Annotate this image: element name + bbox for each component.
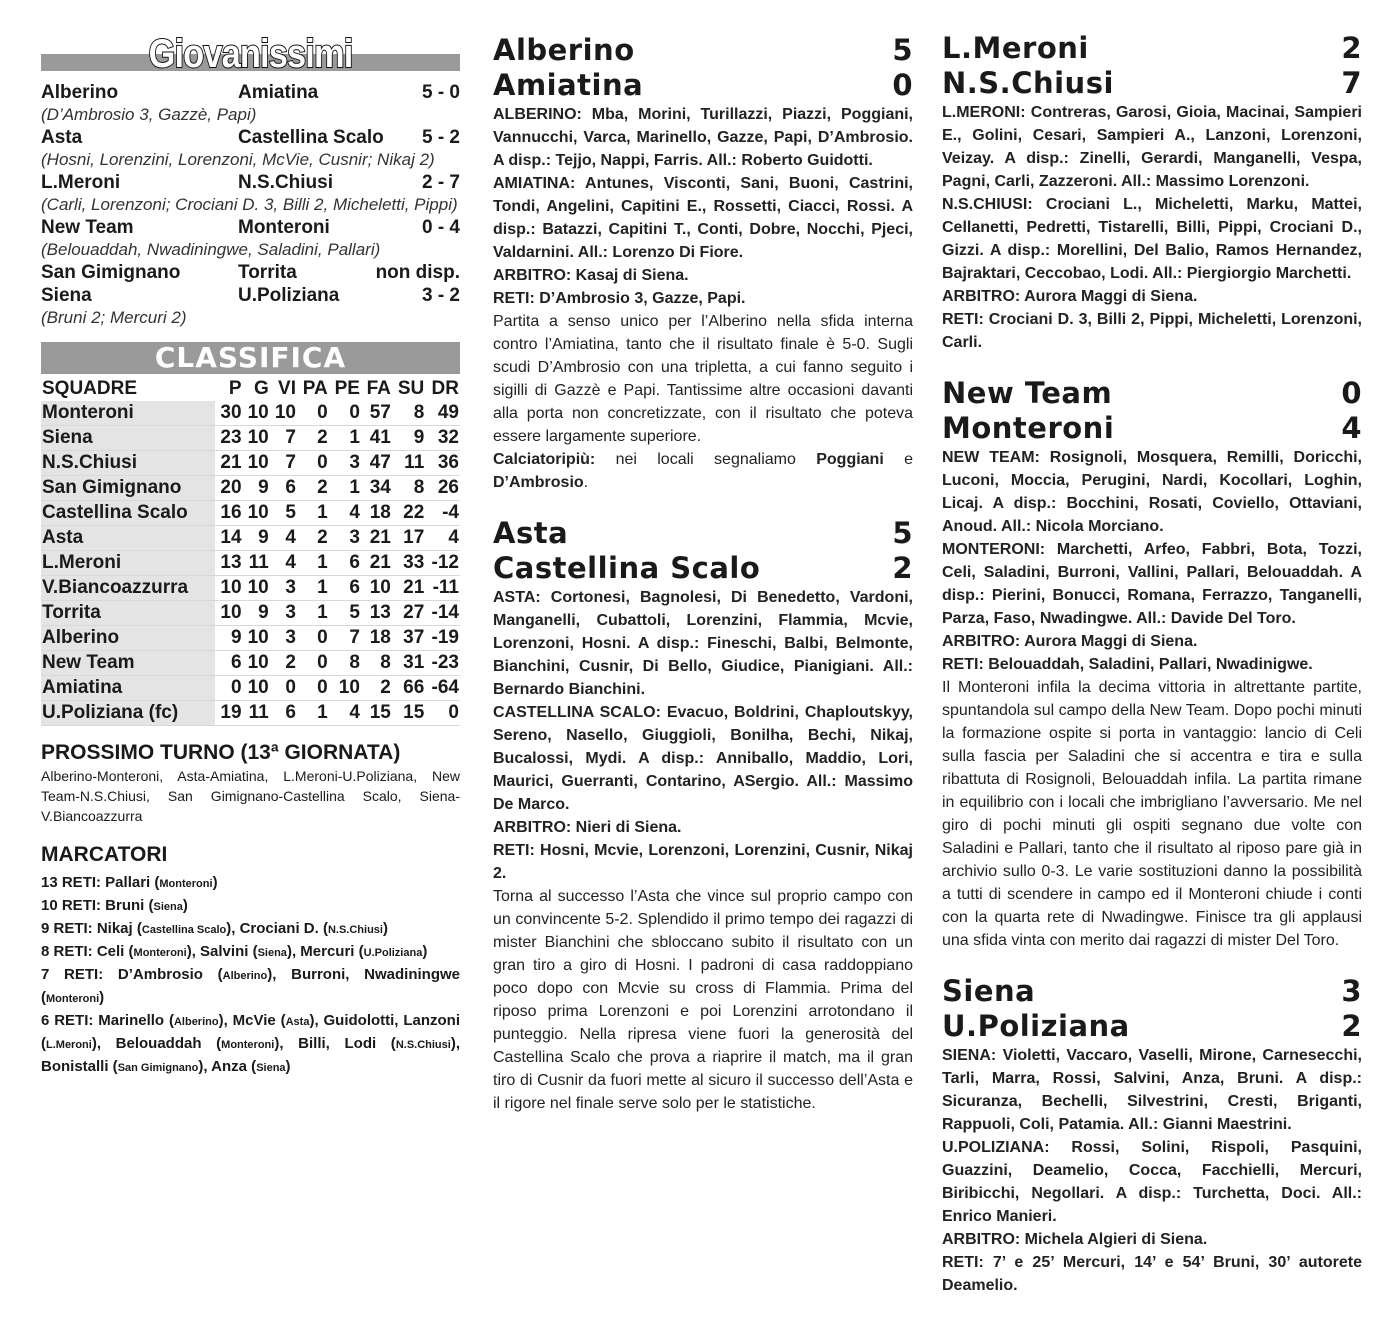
result-row xyxy=(41,172,460,194)
stat-cell: 57 xyxy=(361,401,392,426)
scorer-club: Monteroni xyxy=(133,947,187,959)
lineup-text: MONTERONI: Marchetti, Arfeo, Fabbri, Bota, Tozzi, Celi, Saladini, Burroni, Vallini, Pallari, Belouaddah. A disp.: Pierini, Bonucci, Romana, Ferrazzo, Tanganelli, Parza, Faso, Nwadingwe. All.: Davide Del Toro. xyxy=(942,541,1362,627)
home-team: New Team xyxy=(41,217,134,238)
result-scorers: (D’Ambrosio 3, Gazzè, Papi) xyxy=(41,105,257,124)
stat-cell: 9 xyxy=(243,601,270,626)
stat-cell: 7 xyxy=(270,451,297,476)
away-score: 2 xyxy=(1341,1009,1362,1043)
banner-title: Giovanissimi xyxy=(148,32,353,76)
lineup-text: ARBITRO: Aurora Maggi di Siena. xyxy=(942,288,1198,305)
extra-name: D’Ambrosio xyxy=(493,474,584,491)
stat-cell: 18 xyxy=(361,626,392,651)
stat-cell: 8 xyxy=(329,651,361,676)
scorer-name: Salvini xyxy=(200,943,249,960)
home-score: 3 xyxy=(1341,974,1362,1008)
stat-cell: 10 xyxy=(243,401,270,426)
stat-cell: 20 xyxy=(215,476,242,501)
report-extra: Calciatoripiù: nei locali segnaliamo Poggiani e D’Ambrosio. xyxy=(493,451,914,491)
table-header-cell: DR xyxy=(431,378,459,399)
stat-cell: 6 xyxy=(329,576,361,601)
table-row xyxy=(41,526,460,551)
scorer-head: 7 RETI: D’Ambrosio xyxy=(41,966,203,983)
stat-cell: 32 xyxy=(425,426,460,451)
team-name: N.S.Chiusi xyxy=(41,451,215,476)
scorer-club: L.Meroni xyxy=(46,1039,92,1051)
team-name: U.Poliziana (fc) xyxy=(41,701,215,726)
stat-cell: 22 xyxy=(392,501,425,526)
scorer-club: Alberino xyxy=(173,1016,219,1028)
stat-cell: 5 xyxy=(270,501,297,526)
scorer-club: Monteroni xyxy=(159,878,213,890)
stat-cell: 7 xyxy=(329,626,361,651)
home-team: Asta xyxy=(41,127,83,148)
stat-cell: 8 xyxy=(392,476,425,501)
match-block xyxy=(493,33,913,494)
stat-cell: 1 xyxy=(297,551,329,576)
stat-cell: 26 xyxy=(425,476,460,501)
stat-cell: -23 xyxy=(425,651,460,676)
scorer-line: 9 RETI: Nikaj (Castellina Scalo), Crociani D. (N.S.Chiusi) xyxy=(41,920,388,937)
match-away-line xyxy=(942,1009,1362,1044)
result-row xyxy=(41,217,460,239)
table-row xyxy=(41,576,460,601)
stat-cell: 0 xyxy=(270,676,297,701)
scorer-club: San Gimignano xyxy=(117,1062,199,1074)
stat-cell: 0 xyxy=(297,651,329,676)
stat-cell: 30 xyxy=(215,401,242,426)
score: 3 - 2 xyxy=(421,285,460,306)
stat-cell: 10 xyxy=(243,626,270,651)
lineup-text: RETI: Hosni, Mcvie, Lorenzoni, Lorenzini, Cusnir, Nikaj 2. xyxy=(493,842,913,882)
away-team: Torrita xyxy=(238,262,297,283)
stat-cell: 41 xyxy=(361,426,392,451)
away-team: Monteroni xyxy=(238,217,330,238)
classifica-title: CLASSIFICA xyxy=(154,341,347,374)
result-row xyxy=(41,82,460,104)
scorer-line: 10 RETI: Bruni (Siena) xyxy=(41,897,188,914)
result-scorers: (Hosni, Lorenzini, Lorenzoni, McVie, Cusnir; Nikaj 2) xyxy=(41,150,435,169)
scorer-name: McVie xyxy=(232,1012,276,1029)
away-team-name: U.Poliziana xyxy=(942,1009,1130,1043)
stat-cell: 8 xyxy=(392,401,425,426)
home-score: 0 xyxy=(1341,376,1362,410)
scorer-club: Castellina Scalo xyxy=(141,924,227,936)
table-header-cell: P xyxy=(228,378,242,399)
stat-cell: 10 xyxy=(243,451,270,476)
stat-cell: 6 xyxy=(270,701,297,726)
score: non disp. xyxy=(375,262,460,283)
stat-cell: 10 xyxy=(215,576,242,601)
marcatori-title: MARCATORI xyxy=(41,843,168,866)
stat-cell: 2 xyxy=(297,426,329,451)
stat-cell: 2 xyxy=(297,476,329,501)
stat-cell: 1 xyxy=(329,426,361,451)
lineup-text: U.POLIZIANA: Rossi, Solini, Rispoli, Pasquini, Guazzini, Deamelio, Cocca, Facchielli, Mercuri, Biribicchi, Negollari. A disp.: Turchetta, Doci. All.: Enrico Manieri. xyxy=(942,1139,1362,1225)
result-scorers: (Bruni 2; Mercuri 2) xyxy=(41,308,187,327)
lineup-text: RETI: Belouaddah, Saladini, Pallari, Nwadinigwe. xyxy=(942,656,1313,673)
stat-cell: 16 xyxy=(215,501,242,526)
lineup-text: ARBITRO: Kasaj di Siena. xyxy=(493,267,689,284)
match-home-line xyxy=(493,33,913,68)
home-team: Alberino xyxy=(41,82,119,103)
result-row xyxy=(41,262,460,284)
table-row xyxy=(41,676,460,701)
stat-cell: 10 xyxy=(270,401,297,426)
lineup-text: CASTELLINA SCALO: Evacuo, Boldrini, Chaploutskyy, Sereno, Nasello, Giuggioli, Bonilha, Bechi, Nikaj, Bucalossi, Mydi. A disp.: Anniballo, Maddio, Lori, Maurici, Guerranti, Contarino, ASergio. All.: Massimo De Marco. xyxy=(493,704,913,813)
match-home-line xyxy=(493,516,913,551)
home-team: San Gimignano xyxy=(41,262,181,283)
table-row xyxy=(41,651,460,676)
match-report: Torna al successo l’Asta che vince sul proprio campo con un convincente 5-2. Splendido il primo tempo dei ragazzi di mister Bianchini che sbloccano subito il risultato con un gran tiro a giro di Hosni. I padroni di casa raddoppiano poco dopo con Mcvie su cross di Flammia. Prima del riposo prima Lorenzoni e poi Lorenzini arrotondano il punteggio. Nella ripresa viene fuori la generosità del Castellina Scalo che prova a riaprire il match, ma il gran tiro di Cusnir da fuori mette al sicuro il successo dell’Asta e il rigore nel finale serve solo per le statistiche. xyxy=(493,888,913,1112)
home-team: Siena xyxy=(41,285,92,306)
table-row xyxy=(41,401,460,426)
team-name: Asta xyxy=(41,526,215,551)
stat-cell: 6 xyxy=(329,551,361,576)
next-round-title: PROSSIMO TURNO (13ª GIORNATA) xyxy=(41,741,401,764)
home-team-name: New Team xyxy=(942,376,1113,410)
scorer-name: Anza xyxy=(211,1058,248,1075)
stat-cell: 3 xyxy=(270,576,297,601)
match-away-line xyxy=(942,411,1362,446)
lineup-text: ARBITRO: Aurora Maggi di Siena. xyxy=(942,633,1198,650)
stat-cell: 4 xyxy=(270,526,297,551)
stat-cell: 21 xyxy=(392,576,425,601)
stat-cell: 21 xyxy=(215,451,242,476)
stat-cell: 1 xyxy=(297,576,329,601)
stat-cell: 18 xyxy=(361,501,392,526)
stat-cell: 36 xyxy=(425,451,460,476)
table-header-cell: SQUADRE xyxy=(42,378,138,399)
stat-cell: 66 xyxy=(392,676,425,701)
lineup-text: ARBITRO: Nieri di Siena. xyxy=(493,819,682,836)
team-name: Torrita xyxy=(41,601,215,626)
score: 5 - 2 xyxy=(421,127,460,148)
stat-cell: -12 xyxy=(425,551,460,576)
lineup-text: RETI: Crociani D. 3, Billi 2, Pippi, Micheletti, Lorenzoni, Carli. xyxy=(942,311,1362,351)
stat-cell: 6 xyxy=(270,476,297,501)
stat-cell: 10 xyxy=(215,601,242,626)
stat-cell: 47 xyxy=(361,451,392,476)
table-row xyxy=(41,551,460,576)
stat-cell: 3 xyxy=(329,451,361,476)
scorer-name: Belouaddah xyxy=(115,1035,202,1052)
home-team-name: L.Meroni xyxy=(942,31,1089,65)
result-scorers: (Carli, Lorenzoni; Crociani D. 3, Billi 2, Micheletti, Pippi) xyxy=(41,195,458,214)
match-block xyxy=(493,516,913,1115)
stat-cell: 14 xyxy=(215,526,242,551)
home-team-name: Siena xyxy=(942,974,1036,1008)
table-row xyxy=(41,601,460,626)
stat-cell: 19 xyxy=(215,701,242,726)
stat-cell: 0 xyxy=(297,401,329,426)
lineup-text: SIENA: Violetti, Vaccaro, Vaselli, Mirone, Carnesecchi, Tarli, Marra, Rossi, Salvini, Anza, Bruni. A disp.: Sicuranza, Bechelli, Silvestrini, Cresti, Briganti, Rappuoli, Coli, Patamia. All.: Gianni Maestrini. xyxy=(942,1047,1362,1133)
stat-cell: 8 xyxy=(361,651,392,676)
stat-cell: 1 xyxy=(297,601,329,626)
scorer-name: Bonistalli xyxy=(41,1058,109,1075)
next-round-text: Alberino-Monteroni, Asta-Amiatina, L.Meroni-U.Poliziana, New Team-N.S.Chiusi, San Gimignano-Castellina Scalo, Siena-V.Biancoazzurra xyxy=(41,768,460,824)
stat-cell: 4 xyxy=(329,701,361,726)
stat-cell: 11 xyxy=(392,451,425,476)
away-score: 4 xyxy=(1341,411,1362,445)
stat-cell: 5 xyxy=(329,601,361,626)
stat-cell: 49 xyxy=(425,401,460,426)
stat-cell: 10 xyxy=(243,426,270,451)
stat-cell: 1 xyxy=(329,476,361,501)
scorer-club: Alberino xyxy=(222,970,268,982)
lineup-text: ALBERINO: Mba, Morini, Turillazzi, Piazzi, Poggiani, Vannucchi, Varca, Marinello, Gazze, Papi, D’Ambrosio. A disp.: Tejjo, Nappi, Farris. All.: Roberto Guidotti. xyxy=(493,106,913,169)
table-row xyxy=(41,426,460,451)
stat-cell: 0 xyxy=(297,626,329,651)
scorer-head: 9 RETI: Nikaj xyxy=(41,920,133,937)
scorer-club: Siena xyxy=(257,947,287,959)
scorer-name: Crociani D. xyxy=(239,920,319,937)
stat-cell: 4 xyxy=(425,526,460,551)
table-header-row xyxy=(41,376,460,401)
stat-cell: 0 xyxy=(425,701,460,726)
match-block xyxy=(942,31,1362,354)
stat-cell: 27 xyxy=(392,601,425,626)
home-score: 5 xyxy=(892,33,913,67)
score: 0 - 4 xyxy=(421,217,460,238)
stat-cell: 13 xyxy=(361,601,392,626)
stat-cell: 21 xyxy=(361,526,392,551)
lineup-text: RETI: D’Ambrosio 3, Gazze, Papi. xyxy=(493,290,746,307)
stat-cell: -19 xyxy=(425,626,460,651)
stat-cell: 10 xyxy=(243,501,270,526)
away-score: 2 xyxy=(892,551,913,585)
stat-cell: 9 xyxy=(243,476,270,501)
team-name: Alberino xyxy=(41,626,215,651)
away-score: 0 xyxy=(892,68,913,102)
home-score: 2 xyxy=(1341,31,1362,65)
match-home-line xyxy=(942,974,1362,1009)
result-row xyxy=(41,127,460,149)
match-home-line xyxy=(942,376,1362,411)
stat-cell: 2 xyxy=(297,526,329,551)
scorer-head: 6 RETI: Marinello xyxy=(41,1012,165,1029)
away-team: U.Poliziana xyxy=(238,285,340,306)
stat-cell: 0 xyxy=(215,676,242,701)
table-header-cell: PA xyxy=(302,378,328,399)
stat-cell: 31 xyxy=(392,651,425,676)
stat-cell: 10 xyxy=(243,676,270,701)
lineup-text: L.MERONI: Contreras, Garosi, Gioia, Macinai, Sampieri E., Golini, Cesari, Sampieri A., Lanzoni, Lorenzoni, Veizay. A disp.: Zinelli, Gerardi, Manganelli, Vespa, Pagni, Carli, Zazzeroni. All.: Massimo Lorenzoni. xyxy=(942,104,1362,190)
stat-cell: 4 xyxy=(270,551,297,576)
away-team-name: Monteroni xyxy=(942,411,1115,445)
team-name: Amiatina xyxy=(41,676,215,701)
score: 2 - 7 xyxy=(421,172,460,193)
middle-column xyxy=(493,33,913,1137)
away-team-name: Amiatina xyxy=(493,68,644,102)
table-header-cell: PE xyxy=(334,378,360,399)
right-column xyxy=(942,31,1362,1319)
stat-cell: 2 xyxy=(361,676,392,701)
scorer-head: 13 RETI: Pallari xyxy=(41,874,151,891)
standings-table xyxy=(41,376,460,726)
stat-cell: 37 xyxy=(392,626,425,651)
scorer-name: Burroni, Nwadiningwe xyxy=(291,966,460,983)
lineup-text: AMIATINA: Antunes, Visconti, Sani, Buoni, Castrini, Tondi, Angelini, Capitini E., Rossetti, Ciacci, Rossi. A disp.: Batazzi, Capitini T., Conti, Dobre, Nocchi, Pjeci, Valdarnini. All.: Lorenzo Di Fiore. xyxy=(493,175,913,261)
away-team-name: Castellina Scalo xyxy=(493,551,761,585)
stat-cell: 13 xyxy=(215,551,242,576)
match-away-line xyxy=(493,68,913,103)
stat-cell: 15 xyxy=(392,701,425,726)
team-name: Monteroni xyxy=(41,401,215,426)
scorer-line: 7 RETI: D’Ambrosio (Alberino), Burroni, Nwadiningwe (Monteroni) xyxy=(41,966,460,1006)
table-header-cell: G xyxy=(253,378,269,399)
stat-cell: 10 xyxy=(243,651,270,676)
stat-cell: 11 xyxy=(243,701,270,726)
team-name: L.Meroni xyxy=(41,551,215,576)
away-team-name: N.S.Chiusi xyxy=(942,66,1114,100)
score: 5 - 0 xyxy=(421,82,460,103)
scorer-name: Mercuri xyxy=(300,943,355,960)
match-home-line xyxy=(942,31,1362,66)
stat-cell: 0 xyxy=(297,451,329,476)
stat-cell: 11 xyxy=(243,551,270,576)
stat-cell: 6 xyxy=(215,651,242,676)
lineup-text: RETI: 7’ e 25’ Mercuri, 14’ e 54’ Bruni, 30’ autorete Deamelio. xyxy=(942,1254,1362,1294)
match-report: Partita a senso unico per l’Alberino nella sfida interna contro l’Amiatina, tanto che il risultato finale è 5-0. Sugli scudi D’Ambrosio con una tripletta, a cui fanno seguito i sigilli di Gazzè e Papi. Tantissime altre occasioni davanti alla porta non concretizzate, con il risultato che poteva essere largamente superiore. xyxy=(493,313,913,445)
stat-cell: 17 xyxy=(392,526,425,551)
lineup-text: NEW TEAM: Rosignoli, Mosquera, Remilli, Doricchi, Luconi, Moccia, Perugini, Nardi, Kocollari, Loghin, Licaj. A disp.: Bocchini, Rosati, Coviello, Ottaviani, Anoud. All.: Nicola Morciano. xyxy=(942,449,1362,535)
scorers-list xyxy=(41,872,460,1079)
team-name: Siena xyxy=(41,426,215,451)
match-away-line xyxy=(493,551,913,586)
team-name: San Gimignano xyxy=(41,476,215,501)
stat-cell: 0 xyxy=(297,676,329,701)
stat-cell: -64 xyxy=(425,676,460,701)
stat-cell: 7 xyxy=(270,426,297,451)
scorer-club: N.S.Chiusi xyxy=(327,924,383,936)
lineup-text: ARBITRO: Michela Algieri di Siena. xyxy=(942,1231,1208,1248)
stat-cell: -4 xyxy=(425,501,460,526)
table-row xyxy=(41,501,460,526)
stat-cell: 10 xyxy=(361,576,392,601)
stat-cell: 23 xyxy=(215,426,242,451)
scorer-club: Monteroni xyxy=(221,1039,275,1051)
table-header-cell: VI xyxy=(278,378,296,399)
match-report: Il Monteroni infila la decima vittoria in altrettante partite, spuntandola sul campo della New Team. Dopo pochi minuti la formazione ospite si porta in vantaggio: lancio di Celi sulla fascia per Saladini che si accentra e tira e sulla ribattuta di Rosignoli, Belouaddah infila. La partita rimane in equilibrio con i locali che imbrigliano l’avversario. Me nel giro di pochi minuti gli ospiti segnano due volte con Saladini e Pallari, tanto che il risultato al riposo pare già in archivio sullo 0-3. Le varie sostituzioni danno la possibilità a tutti di scendere in campo ed il Monteroni chiude i conti con la quarta rete di Nwadingwe. Finisce tra gli applausi una sfida vinta con merito dai ragazzi di mister Del Toro. xyxy=(942,679,1362,949)
away-team: Castellina Scalo xyxy=(238,127,384,148)
stat-cell: 3 xyxy=(270,626,297,651)
stat-cell: 9 xyxy=(215,626,242,651)
stat-cell: 0 xyxy=(329,401,361,426)
scorer-club: Siena xyxy=(256,1062,286,1074)
scorer-line: 6 RETI: Marinello (Alberino), McVie (Asta), Guidolotti, Lanzoni (L.Meroni), Belouaddah (Monteroni), Billi, Lodi (N.S.Chiusi), Bonistalli (San Gimignano), Anza (Siena) xyxy=(41,1012,461,1075)
table-row xyxy=(41,701,460,726)
table-body xyxy=(41,401,460,726)
scorer-club: Siena xyxy=(153,901,183,913)
table-row xyxy=(41,476,460,501)
stat-cell: 15 xyxy=(361,701,392,726)
lineup-text: N.S.CHIUSI: Crociani L., Micheletti, Marku, Mattei, Cellanetti, Pedretti, Tistarelli, Billi, Pippi, Crociani D., Gizzi. A disp.: Morellini, Del Balio, Ramos Hernandez, Bajraktari, Ceccobao, Lodi. All.: Piergiorgio Marchetti. xyxy=(942,196,1362,282)
stat-cell: 10 xyxy=(329,676,361,701)
lineup-text: ASTA: Cortonesi, Bagnolesi, Di Benedetto, Vardoni, Manganelli, Cubattoli, Lorenzini, Flammia, Mcvie, Lorenzoni, Hosni. A disp.: Fineschi, Balbi, Belmonte, Bianchini, Cusnir, Di Bello, Giudice, Pianigiani. All.: Bernardo Bianchini. xyxy=(493,589,913,698)
stat-cell: -11 xyxy=(425,576,460,601)
table-header-cell: FA xyxy=(366,378,391,399)
stat-cell: 1 xyxy=(297,701,329,726)
result-scorers: (Belouaddah, Nwadiningwe, Saladini, Pallari) xyxy=(41,240,381,259)
left-column xyxy=(41,0,460,1079)
away-score: 7 xyxy=(1341,66,1362,100)
stat-cell: -14 xyxy=(425,601,460,626)
away-team: N.S.Chiusi xyxy=(238,172,334,193)
stat-cell: 1 xyxy=(297,501,329,526)
table-row xyxy=(41,626,460,651)
stat-cell: 9 xyxy=(392,426,425,451)
classifica-banner xyxy=(41,342,460,374)
stat-cell: 3 xyxy=(270,601,297,626)
result-row xyxy=(41,285,460,307)
extra-label: Calciatoripiù: xyxy=(493,451,596,468)
home-team-name: Asta xyxy=(493,516,569,550)
team-name: Castellina Scalo xyxy=(41,501,215,526)
scorer-club: N.S.Chiusi xyxy=(395,1039,451,1051)
stat-cell: 33 xyxy=(392,551,425,576)
scorer-name: Billi, Lodi xyxy=(298,1035,377,1052)
stat-cell: 34 xyxy=(361,476,392,501)
home-team-name: Alberino xyxy=(493,33,635,67)
stat-cell: 2 xyxy=(270,651,297,676)
match-block xyxy=(942,376,1362,952)
home-score: 5 xyxy=(892,516,913,550)
stat-cell: 9 xyxy=(243,526,270,551)
section-banner xyxy=(41,34,460,74)
team-name: New Team xyxy=(41,651,215,676)
stat-cell: 4 xyxy=(329,501,361,526)
scorer-club: Asta xyxy=(285,1016,310,1028)
scorer-name: Guidolotti, Lanzoni xyxy=(323,1012,461,1029)
scorer-line: 13 RETI: Pallari (Monteroni) xyxy=(41,874,218,891)
away-team: Amiatina xyxy=(238,82,319,103)
extra-name: Poggiani xyxy=(816,451,884,468)
team-name: V.Biancoazzurra xyxy=(41,576,215,601)
table-header-cell: SU xyxy=(397,378,425,399)
stat-cell: 10 xyxy=(243,576,270,601)
home-team: L.Meroni xyxy=(41,172,121,193)
scorer-head: 8 RETI: Celi xyxy=(41,943,125,960)
scorer-head: 10 RETI: Bruni xyxy=(41,897,145,914)
match-away-line xyxy=(942,66,1362,101)
table-row xyxy=(41,451,460,476)
match-block xyxy=(942,974,1362,1297)
scorer-line: 8 RETI: Celi (Monteroni), Salvini (Siena), Mercuri (U.Poliziana) xyxy=(41,943,428,960)
scorer-club: U.Poliziana xyxy=(363,947,423,959)
scorer-club: Monteroni xyxy=(46,993,100,1005)
results-list xyxy=(41,82,460,329)
stat-cell: 21 xyxy=(361,551,392,576)
stat-cell: 3 xyxy=(329,526,361,551)
